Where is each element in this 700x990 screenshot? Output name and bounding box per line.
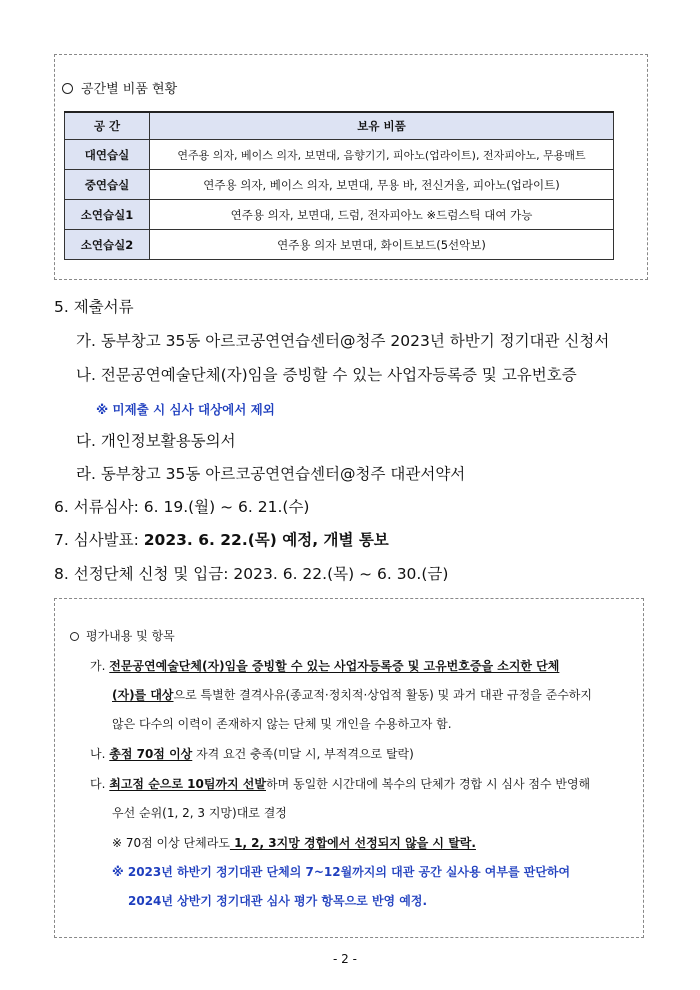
space-cell: 소연습실1 [65, 200, 150, 230]
section-5-item-a: 가. 동부창고 35동 아르코공연연습센터@청주 2023년 하반기 정기대관 신청서 [76, 332, 610, 350]
eval-item-c-line1: 다. 최고점 순으로 10팀까지 선발하며 동일한 시간대에 복수의 단체가 경합 시 심사 점수 반영해 [90, 777, 591, 791]
eval-note-1: ※ 70점 이상 단체라도 1, 2, 3지망 경합에서 선정되지 않을 시 탈락. [112, 836, 476, 850]
eval-item-b: 나. 총점 70점 이상 자격 요건 충족(미달 시, 부적격으로 탈락) [90, 747, 414, 761]
table-row [65, 140, 614, 170]
section-5-item-c: 다. 개인정보활용동의서 [76, 432, 236, 450]
header-space: 공 간 [65, 112, 150, 140]
header-items: 보유 비품 [150, 112, 614, 140]
eval-note-2-line2: 2024년 상반기 정기대관 심사 평가 항목으로 반영 예정. [128, 894, 428, 908]
eval-note-2-line1: ※ 2023년 하반기 정기대관 단체의 7~12월까지의 대관 공간 실사용 여부를 판단하여 [112, 865, 571, 879]
circle-bullet-icon [70, 632, 79, 641]
table-header-row [65, 112, 614, 140]
section-8: 8. 선정단체 신청 및 입금: 2023. 6. 22.(목) ~ 6. 30.(금) [54, 565, 449, 583]
section-7: 7. 심사발표: 2023. 6. 22.(목) 예정, 개별 통보 [54, 531, 389, 549]
eval-item-a-line1: 가. 전문공연예술단체(자)임을 증빙할 수 있는 사업자등록증 및 고유번호증을 소지한 단체 [90, 659, 560, 673]
inventory-heading: 공간별 비품 현황 [62, 78, 177, 97]
space-cell: 중연습실 [65, 170, 150, 200]
evaluation-heading: 평가내용 및 항목 [70, 627, 175, 644]
table-row [65, 230, 614, 260]
items-cell: 연주용 의자 보면대, 화이트보드(5선악보) [150, 230, 614, 260]
eval-item-a-line2: (자)를 대상으로 특별한 결격사유(종교적·정치적·상업적 활동) 및 과거 대관 규정을 준수하지 [112, 688, 592, 702]
table-row [65, 200, 614, 230]
items-cell: 연주용 의자, 베이스 의자, 보면대, 무용 바, 전신거울, 피아노(업라이트) [150, 170, 614, 200]
section-5-note: ※ 미제출 시 심사 대상에서 제외 [96, 402, 275, 417]
section-5-item-d: 라. 동부창고 35동 아르코공연연습센터@청주 대관서약서 [76, 465, 466, 483]
evaluation-box [54, 598, 644, 938]
space-cell: 소연습실2 [65, 230, 150, 260]
items-cell: 연주용 의자, 보면대, 드럼, 전자피아노 ※드럼스틱 대여 가능 [150, 200, 614, 230]
page-number: - 2 - [333, 952, 357, 966]
eval-item-a-line3: 않은 다수의 이력이 존재하지 않는 단체 및 개인을 수용하고자 함. [112, 717, 452, 731]
space-cell: 대연습실 [65, 140, 150, 170]
inventory-table [64, 111, 614, 260]
section-5-title: 5. 제출서류 [54, 298, 134, 316]
items-cell: 연주용 의자, 베이스 의자, 보면대, 음향기기, 피아노(업라이트), 전자피아노, 무용매트 [150, 140, 614, 170]
section-5-item-b: 나. 전문공연예술단체(자)임을 증빙할 수 있는 사업자등록증 및 고유번호증 [76, 366, 577, 384]
circle-bullet-icon [62, 83, 73, 94]
eval-item-c-line2: 우선 순위(1, 2, 3 지망)대로 결정 [112, 806, 287, 820]
table-row [65, 170, 614, 200]
section-6: 6. 서류심사: 6. 19.(월) ~ 6. 21.(수) [54, 498, 310, 516]
